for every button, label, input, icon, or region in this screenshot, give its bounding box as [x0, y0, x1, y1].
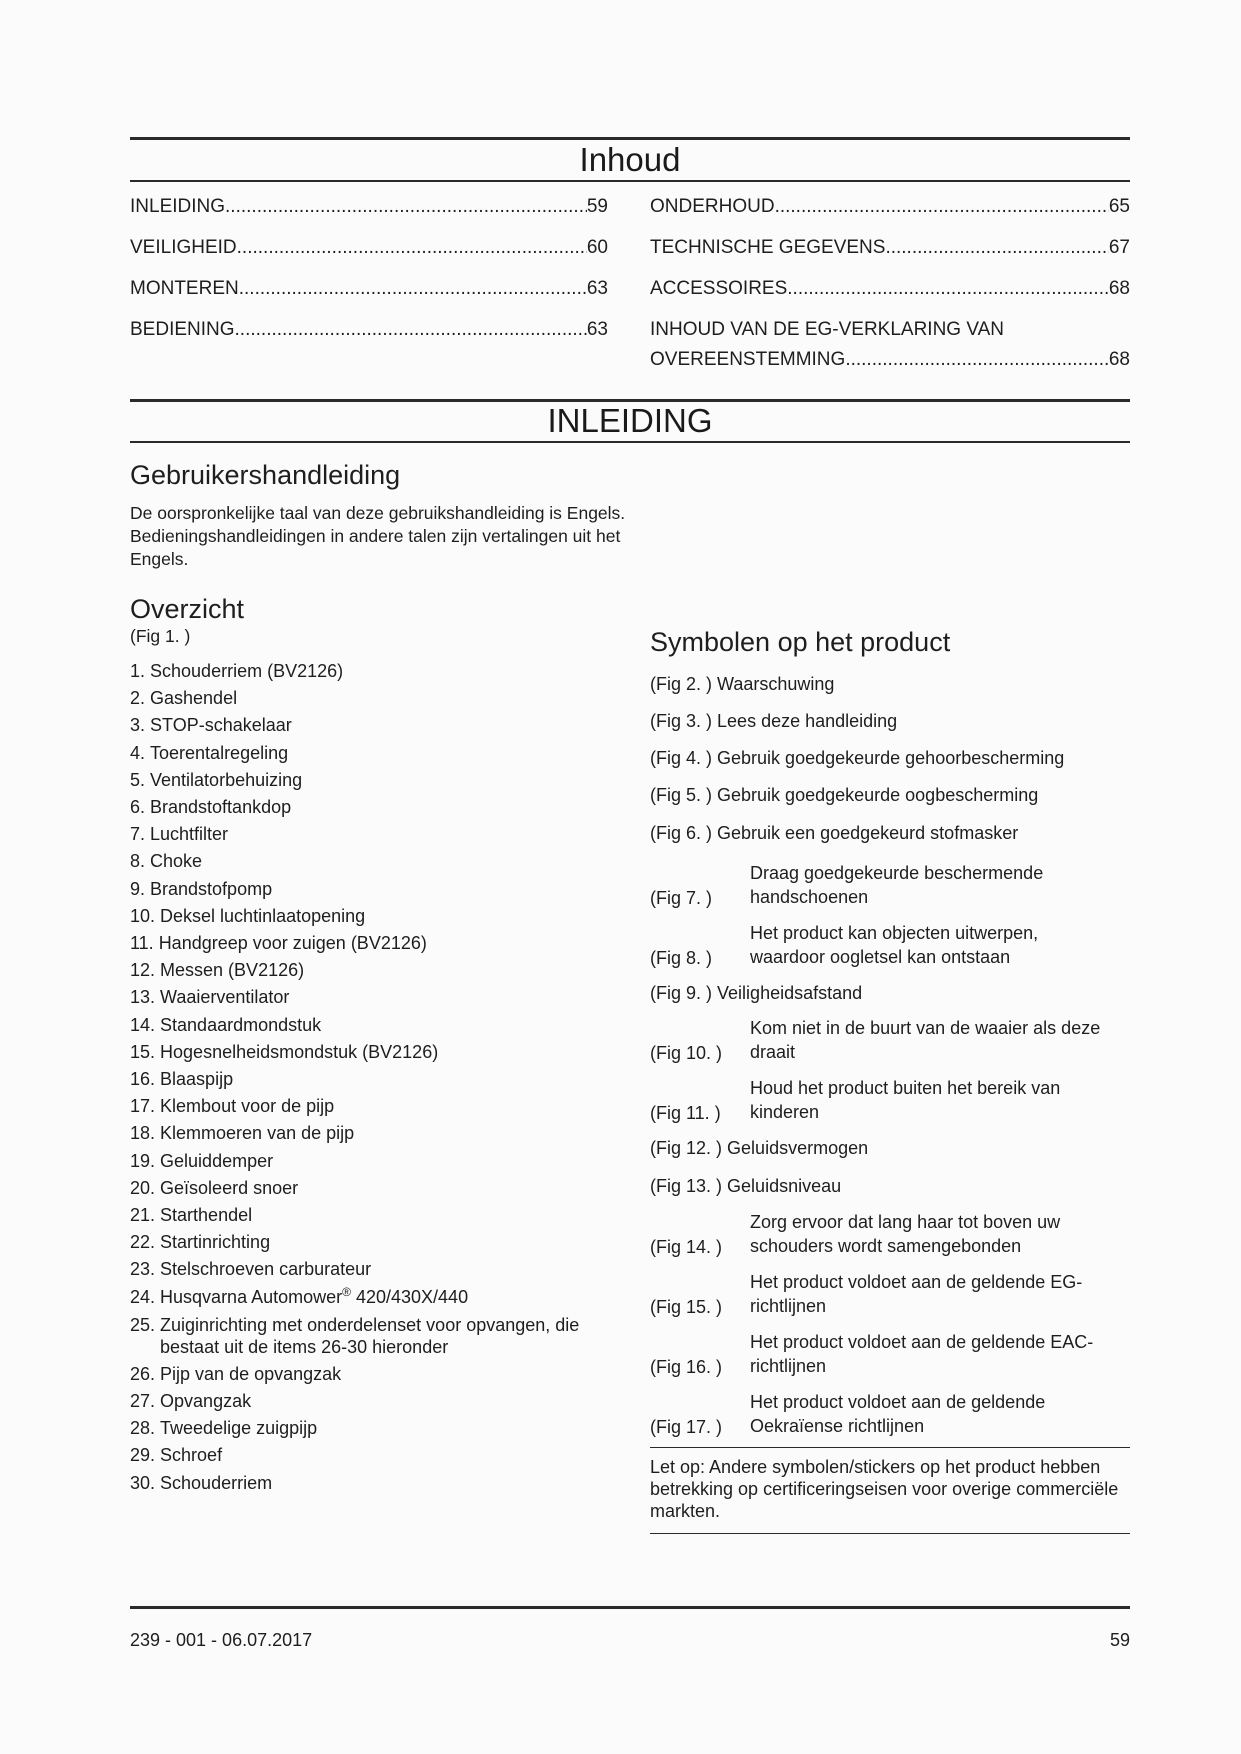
list-item: 23. Stelschroeven carburateur: [130, 1259, 372, 1280]
symbols-heading: Symbolen op het product: [650, 627, 951, 657]
symbol-item-fig-5: (Fig 5. ) Gebruik goedgekeurde oogbescherming: [650, 785, 1039, 805]
list-item: 19. Geluiddemper: [130, 1150, 274, 1171]
note-bottom-rule: [650, 1533, 1130, 1534]
list-item: 3. STOP-schakelaar: [130, 715, 292, 736]
list-item: 17. Klembout voor de pijp: [130, 1096, 335, 1117]
intro-title: INLEIDING: [547, 402, 713, 439]
list-item: 25. Zuiginrichting met onderdelenset voor opvangen, die bestaat uit de items 26-30 hieronder: [130, 1314, 580, 1357]
symbol-item-fig-11: (Fig 11. ) Houd het product buiten het bereik van kinderen: [650, 1078, 1061, 1123]
registered-mark: ®: [342, 1284, 351, 1299]
list-item: 22. Startinrichting: [130, 1232, 271, 1253]
overview-fig-ref: (Fig 1. ): [130, 626, 191, 646]
list-item: 24. Husqvarna Automower® 420/430X/440: [130, 1284, 469, 1307]
list-item: 14. Standaardmondstuk: [130, 1014, 322, 1035]
list-item: 16. Blaaspijp: [130, 1069, 234, 1090]
intro-bottom-rule: [130, 441, 1130, 443]
list-item: 7. Luchtfilter: [130, 824, 229, 845]
toc-entry-inleiding[interactable]: INLEIDING ..... 59: [130, 192, 608, 222]
toc-title: Inhoud: [579, 141, 681, 178]
list-item: 9. Brandstofpomp: [130, 878, 273, 899]
toc-entry-bediening[interactable]: BEDIENING ..... 63: [130, 315, 608, 345]
footer-page-number: 59: [1109, 1630, 1130, 1650]
list-item: 20. Geïsoleerd snoer: [130, 1177, 299, 1198]
symbol-item-fig-3: (Fig 3. ) Lees deze handleiding: [650, 711, 898, 731]
symbol-item-fig-14: (Fig 14. ) Zorg ervoor dat lang haar tot boven uw schouders wordt samengebonden: [650, 1212, 1061, 1257]
toc-entry-accessoires[interactable]: ACCESSOIRES ..... 68: [650, 274, 1130, 304]
list-item: 11. Handgreep voor zuigen (BV2126): [130, 933, 427, 954]
symbol-item-fig-2: (Fig 2. ) Waarschuwing: [650, 674, 835, 694]
list-item: 1. Schouderriem (BV2126): [130, 661, 344, 681]
symbol-item-fig-13: (Fig 13. ) Geluidsniveau: [650, 1176, 842, 1196]
toc-left-column: [130, 192, 608, 356]
symbol-item-fig-7: (Fig 7. ) Draag goedgekeurde beschermende handschoenen: [650, 863, 1044, 908]
list-item: 4. Toerentalregeling: [130, 742, 289, 763]
list-item: 2. Gashendel: [130, 688, 238, 709]
toc-entry-onderhoud[interactable]: ONDERHOUD ..... 65: [650, 192, 1130, 222]
toc-right-column: [650, 192, 1130, 375]
footer-doc-id: 239 - 001 - 06.07.2017: [130, 1630, 313, 1650]
symbol-item-fig-6: (Fig 6. ) Gebruik een goedgekeurd stofmasker: [650, 823, 1019, 843]
list-item: 10. Deksel luchtinlaatopening: [130, 905, 366, 926]
overview-heading: Overzicht: [130, 594, 245, 624]
symbol-item-fig-9: (Fig 9. ) Veiligheidsafstand: [650, 983, 863, 1003]
note-top-rule: [650, 1447, 1130, 1448]
footer-rule: [130, 1606, 1130, 1609]
manual-heading: Gebruikershandleiding: [130, 460, 401, 490]
symbol-item-fig-10: (Fig 10. ) Kom niet in de buurt van de waaier als deze draait: [650, 1018, 1101, 1063]
manual-paragraph: De oorspronkelijke taal van deze gebruikshandleiding is Engels. Bedieningshandleidingen in andere talen zijn vertalingen uit het Engels.: [130, 503, 626, 569]
symbol-item-fig-16: (Fig 16. ) Het product voldoet aan de geldende EAC- richtlijnen: [650, 1332, 1094, 1377]
toc-entry-technische-gegevens[interactable]: TECHNISCHE GEGEVENS ..... 67: [650, 233, 1130, 263]
list-item: 13. Waaierventilator: [130, 987, 290, 1008]
symbol-item-fig-4: (Fig 4. ) Gebruik goedgekeurde gehoorbescherming: [650, 748, 1065, 768]
list-item: 29. Schroef: [130, 1445, 223, 1466]
toc-entry-veiligheid[interactable]: VEILIGHEID ..... 60: [130, 233, 608, 263]
symbol-item-fig-8: (Fig 8. ) Het product kan objecten uitwerpen, waardoor oogletsel kan ontstaan: [650, 923, 1039, 968]
list-item: 15. Hogesnelheidsmondstuk (BV2126): [130, 1041, 439, 1062]
list-item: 6. Brandstoftankdop: [130, 797, 292, 818]
toc-bottom-rule: [130, 180, 1130, 182]
list-item: 18. Klemmoeren van de pijp: [130, 1123, 355, 1144]
list-item: 12. Messen (BV2126): [130, 960, 305, 981]
symbol-item-fig-12: (Fig 12. ) Geluidsvermogen: [650, 1138, 869, 1158]
list-item: 21. Starthendel: [130, 1205, 253, 1226]
note-text: Let op: Andere symbolen/stickers op het product hebben betrekking op certificeringseisen voor overige commerciële markten.: [650, 1457, 1119, 1521]
toc-entry-eg-verklaring[interactable]: INHOUD VAN DE EG-VERKLARING VAN OVEREENSTEMMING ..... 68: [650, 315, 1130, 375]
list-item: 30. Schouderriem: [130, 1472, 273, 1493]
list-item: 27. Opvangzak: [130, 1391, 252, 1412]
list-item: 5. Ventilatorbehuizing: [130, 769, 303, 790]
list-item: 28. Tweedelige zuigpijp: [130, 1418, 318, 1439]
parts-list: [130, 658, 620, 1497]
toc-entry-monteren[interactable]: MONTEREN ..... 63: [130, 274, 608, 304]
symbol-item-fig-17: (Fig 17. ) Het product voldoet aan de geldende Oekraïense richtlijnen: [650, 1392, 1046, 1437]
list-item: 26. Pijp van de opvangzak: [130, 1363, 342, 1384]
list-item: 8. Choke: [130, 851, 203, 872]
symbol-item-fig-15: (Fig 15. ) Het product voldoet aan de geldende EG- richtlijnen: [650, 1272, 1083, 1317]
